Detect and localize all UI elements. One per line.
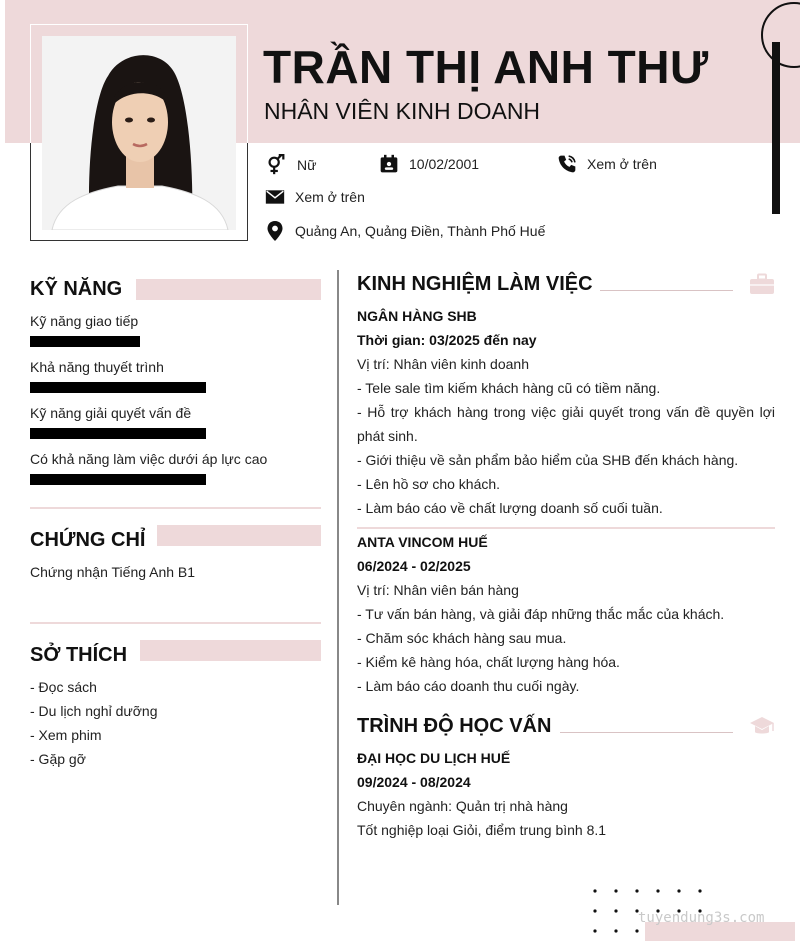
- profile-photo: [42, 36, 236, 230]
- address-value: Quảng An, Quảng Điền, Thành Phố Huế: [295, 223, 546, 239]
- birthday-value: 10/02/2001: [409, 156, 480, 172]
- watermark: tuyendung3s.com: [638, 910, 765, 926]
- gender-icon: [265, 154, 287, 176]
- hobby-item: - Xem phim: [30, 727, 102, 743]
- skill-level-bar: [30, 474, 206, 485]
- job-duty: - Tư vấn bán hàng, và giải đáp những thắc mắc của khách.: [357, 606, 725, 622]
- gender-value: Nữ: [297, 157, 317, 173]
- education-heading-line: [560, 732, 733, 733]
- briefcase-icon: [749, 273, 775, 295]
- job-period: 06/2024 - 02/2025: [357, 558, 471, 574]
- skills-heading: KỸ NĂNG: [30, 278, 123, 300]
- job-duty: - Hỗ trợ khách hàng trong việc giải quyết trong vấn đề quyền lợi: [357, 404, 775, 420]
- section-divider: [30, 507, 321, 509]
- address-info: [265, 220, 545, 242]
- job-title: NHÂN VIÊN KINH DOANH: [264, 98, 541, 124]
- section-divider: [30, 622, 321, 624]
- hobby-item: - Gặp gỡ: [30, 751, 86, 767]
- education-period: 09/2024 - 08/2024: [357, 774, 471, 790]
- decorative-bar: [772, 42, 780, 214]
- location-pin-icon: [265, 220, 285, 242]
- skill-level-bar: [30, 428, 206, 439]
- job-duty: - Tele sale tìm kiếm khách hàng cũ có tiềm năng.: [357, 380, 661, 396]
- skill-label: Có khả năng làm việc dưới áp lực cao: [30, 451, 268, 467]
- skills-heading-bar: [136, 279, 321, 300]
- skill-level-bar: [30, 336, 140, 347]
- job-duty: - Chăm sóc khách hàng sau mua.: [357, 630, 567, 646]
- experience-heading: KINH NGHIỆM LÀM VIỆC: [357, 273, 593, 295]
- education-result: Tốt nghiệp loại Giỏi, điểm trung bình 8.1: [357, 822, 607, 838]
- phone-value: Xem ở trên: [587, 156, 657, 172]
- job-position: Vị trí: Nhân viên kinh doanh: [357, 356, 529, 372]
- company-name: ANTA VINCOM HUẾ: [357, 534, 488, 550]
- job-duty: - Làm báo cáo về chất lượng doanh số cuối tuần.: [357, 500, 663, 516]
- job-duty: - Giới thiệu về sản phẩm bảo hiểm của SHB đến khách hàng.: [357, 452, 739, 468]
- skill-label: Kỹ năng giao tiếp: [30, 313, 139, 329]
- job-duty: - Làm báo cáo doanh thu cuối ngày.: [357, 678, 580, 694]
- school-name: ĐẠI HỌC DU LỊCH HUẾ: [357, 750, 511, 766]
- certificates-heading: CHỨNG CHỈ: [30, 529, 146, 551]
- graduation-cap-icon: [749, 715, 775, 737]
- email-value: Xem ở trên: [295, 189, 365, 205]
- hobbies-heading: SỞ THÍCH: [30, 644, 128, 666]
- column-separator: [337, 270, 339, 905]
- skill-level-bar: [30, 382, 206, 393]
- skill-label: Kỹ năng giải quyết vấn đề: [30, 405, 192, 421]
- experience-heading-line: [600, 290, 733, 291]
- envelope-icon: [265, 188, 285, 206]
- phone-icon: [557, 154, 577, 174]
- phone-info: [557, 154, 657, 174]
- job-duty: - Lên hồ sơ cho khách.: [357, 476, 501, 492]
- email-info: [265, 188, 365, 206]
- company-name: NGÂN HÀNG SHB: [357, 308, 477, 324]
- education-major: Chuyên ngành: Quản trị nhà hàng: [357, 798, 568, 814]
- certificate-item: Chứng nhận Tiếng Anh B1: [30, 564, 196, 580]
- certificates-heading-bar: [157, 525, 321, 546]
- birthday-info: [379, 154, 479, 174]
- job-divider: [357, 527, 775, 529]
- hobby-item: - Du lịch nghỉ dưỡng: [30, 703, 158, 719]
- job-period: Thời gian: 03/2025 đến nay: [357, 332, 537, 348]
- job-position: Vị trí: Nhân viên bán hàng: [357, 582, 519, 598]
- hobby-item: - Đọc sách: [30, 679, 97, 695]
- gender-info: [265, 154, 316, 176]
- job-duty: - Kiểm kê hàng hóa, chất lượng hàng hóa.: [357, 654, 620, 670]
- job-duty: phát sinh.: [357, 428, 418, 444]
- candidate-name: TRẦN THỊ ANH THƯ: [263, 41, 709, 93]
- hobbies-heading-bar: [140, 640, 321, 661]
- calendar-icon: [379, 154, 399, 174]
- skill-label: Khả năng thuyết trình: [30, 359, 164, 375]
- education-heading: TRÌNH ĐỘ HỌC VẤN: [357, 715, 552, 737]
